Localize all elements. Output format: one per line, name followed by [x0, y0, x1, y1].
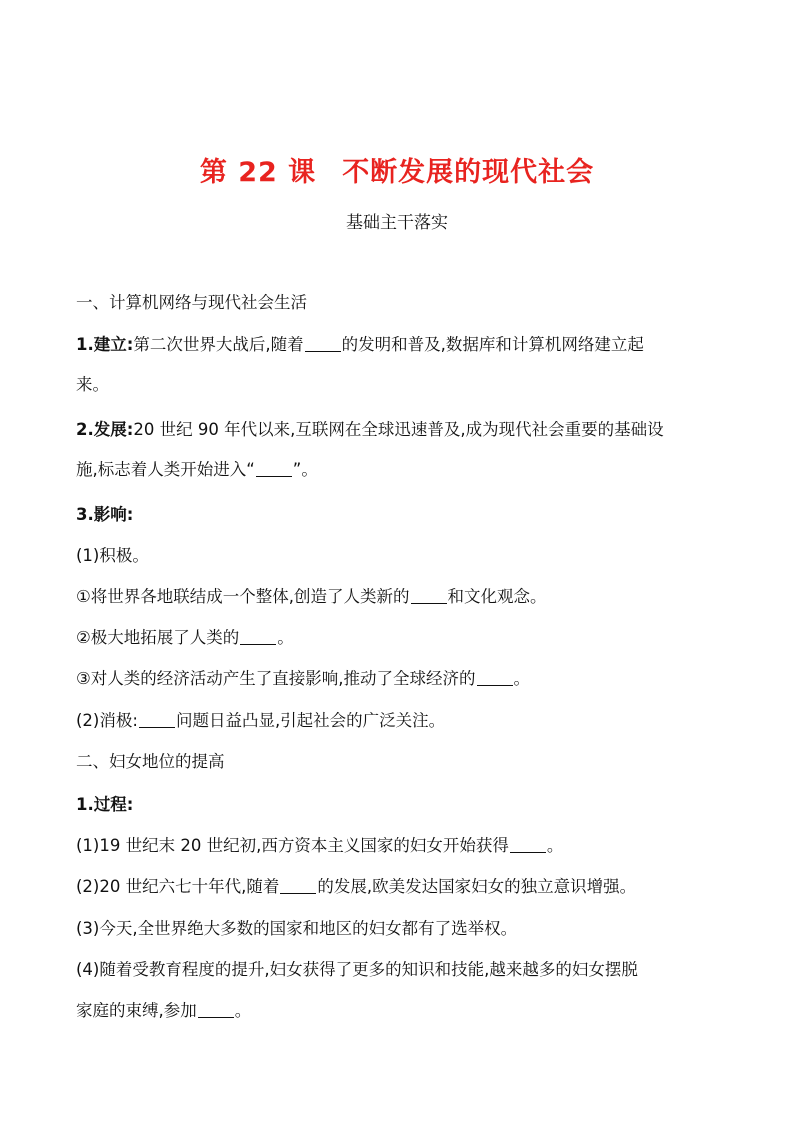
text-fragment: (1)19 世纪末 20 世纪初,西方资本主义国家的妇女开始获得: [76, 836, 509, 855]
text-fragment: 和文化观念。: [447, 587, 547, 606]
positive-item-1: [76, 587, 547, 607]
lesson-name: 不断发展的现代社会: [342, 157, 595, 188]
fill-blank: [510, 838, 546, 853]
paragraph-establish: [76, 335, 644, 355]
text-fragment: ”。: [292, 460, 318, 479]
section-heading-1: 一、计算机网络与现代社会生活: [76, 293, 307, 312]
text-fragment: (2)20 世纪六七十年代,随着: [76, 877, 280, 896]
text-fragment: 施,标志着人类开始进入“: [76, 460, 255, 479]
text-fragment: 20 世纪 90 年代以来,互联网在全球迅速普及,成为现代社会重要的基础设: [133, 420, 664, 439]
paragraph-develop: [76, 420, 664, 440]
label-process: [76, 795, 133, 815]
lesson-title: [0, 150, 794, 189]
process-item-4-cont: [76, 1001, 251, 1021]
fill-blank: [198, 1003, 234, 1018]
text-fragment: 家庭的束缚,参加: [76, 1001, 197, 1020]
positive-item-3: [76, 669, 530, 689]
label-influence: [76, 505, 133, 525]
text-fragment: 第二次世界大战后,随着: [133, 335, 304, 354]
positive-heading: (1)积极。: [76, 546, 149, 565]
process-item-4: (4)随着受教育程度的提升,妇女获得了更多的知识和技能,越来越多的妇女摆脱: [76, 960, 638, 979]
label-establish: 1.建立:: [76, 335, 134, 354]
process-item-3: (3)今天,全世界绝大多数的国家和地区的妇女都有了选举权。: [76, 919, 518, 938]
label-develop: 2.发展:: [76, 420, 134, 439]
section-subtitle: 基础主干落实: [346, 213, 448, 233]
text-fragment: ②极大地拓展了人类的: [76, 628, 240, 647]
negative-item: [76, 711, 445, 731]
fill-blank: [280, 879, 316, 894]
text-fragment: 。: [513, 669, 531, 688]
text-fragment: 。: [546, 836, 564, 855]
fill-blank: [305, 337, 341, 352]
fill-blank: [411, 589, 447, 604]
label-process-text: 1.过程:: [76, 795, 134, 814]
text-fragment: ①将世界各地联结成一个整体,创造了人类新的: [76, 587, 410, 606]
fill-blank: [477, 671, 513, 686]
paragraph-develop-cont: [76, 460, 318, 480]
positive-item-2: [76, 628, 294, 648]
paragraph-establish-cont: 来。: [76, 375, 109, 394]
process-item-2: [76, 877, 636, 897]
section-heading-2: 二、妇女地位的提高: [76, 752, 225, 771]
text-fragment: 。: [277, 628, 294, 647]
text-fragment: (2)消极:: [76, 711, 138, 730]
fill-blank: [256, 462, 292, 477]
process-item-1: [76, 836, 563, 856]
text-fragment: ③对人类的经济活动产生了直接影响,推动了全球经济的: [76, 669, 476, 688]
text-fragment: 的发明和普及,数据库和计算机网络建立起: [341, 335, 644, 354]
lesson-number: 第 22 课: [199, 157, 317, 188]
fill-blank: [240, 630, 276, 645]
text-fragment: 问题日益凸显,引起社会的广泛关注。: [175, 711, 446, 730]
fill-blank: [139, 713, 175, 728]
text-fragment: 。: [234, 1001, 252, 1020]
text-fragment: 的发展,欧美发达国家妇女的独立意识增强。: [317, 877, 637, 896]
label-influence-text: 3.影响:: [76, 505, 134, 524]
